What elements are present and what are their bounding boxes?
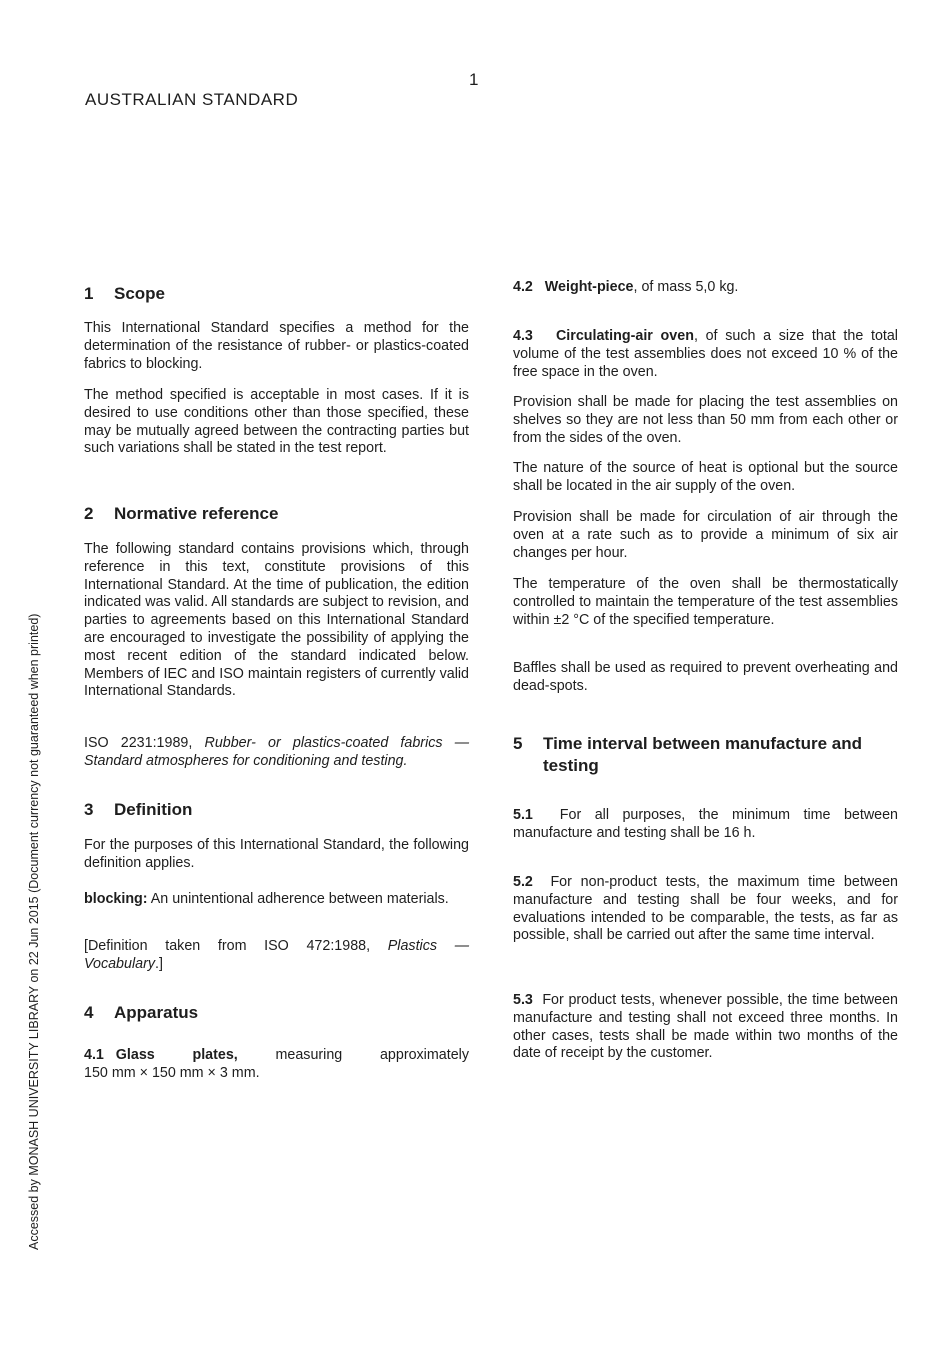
section-4-heading bbox=[84, 1002, 469, 1024]
section-number: 3 bbox=[84, 800, 94, 819]
section-number: 2 bbox=[84, 504, 94, 523]
item-text: For non-product tests, the maximum time between manufacture and testing shall be four weeks, and for evaluations intended to be comparable, the tests, as far as possible, shall be carried out after the same time interval. bbox=[513, 874, 898, 944]
item-number: 5.1 bbox=[513, 807, 533, 823]
item-text: For product tests, whenever possible, the time between manufacture and testing shall not exceed three months. In other cases, tests shall be made within two months of the date of receipt by the customer. bbox=[513, 992, 898, 1062]
item-number: 4.2 bbox=[513, 279, 533, 295]
item-4-1 bbox=[84, 1047, 469, 1083]
item-text: measuring bbox=[275, 1047, 343, 1063]
item-text: , of such a size that the total volume of the test assemblies does not exceed 10 % of the free space in the oven. bbox=[513, 328, 898, 380]
reference-code: ISO 2231:1989, bbox=[84, 735, 193, 751]
item-5-3 bbox=[513, 992, 898, 1063]
source-suffix: .] bbox=[155, 955, 163, 972]
term-definition: An unintentional adherence between materials. bbox=[150, 891, 449, 907]
normative-paragraph: The following standard contains provisions which, through reference in this text, constitute provisions of this International Standard. At the time of publication, the edition indicated was valid. All standards are subject to revision, and parties to agreements based on this International Standard are encouraged to investigate the possibility of applying the most recent edition of the standard indicated below. Members of IEC and ISO maintain registers of currently valid International Standards. bbox=[84, 541, 469, 700]
document-header: AUSTRALIAN STANDARD bbox=[85, 90, 299, 109]
item-term: plates, bbox=[192, 1047, 238, 1063]
item-4-2 bbox=[513, 279, 898, 297]
item-text: For all purposes, the minimum time between manufacture and testing shall be 16 h. bbox=[513, 807, 898, 841]
section-3-heading bbox=[84, 799, 469, 821]
item-4-1-label bbox=[84, 1047, 155, 1065]
reference-title: Rubber- or plastics-coated fabrics — Standard atmospheres for conditioning and testing. bbox=[84, 735, 469, 769]
section-1-heading bbox=[84, 283, 469, 305]
definition-blocking bbox=[84, 891, 469, 909]
oven-circulation-paragraph: Provision shall be made for circulation of air through the oven at a rate such as to provide a minimum of six air changes per hour. bbox=[513, 509, 898, 561]
section-title: Normative reference bbox=[114, 504, 279, 523]
normative-reference bbox=[84, 735, 469, 771]
source-title: Plastics — Vocabulary bbox=[84, 938, 469, 972]
section-2-heading bbox=[84, 503, 469, 525]
item-4-1-line bbox=[84, 1047, 469, 1065]
section-title: Scope bbox=[114, 284, 166, 303]
oven-shelves-paragraph: Provision shall be made for placing the test assemblies on shelves so they are not less than 50 mm from each other or from the sides of the oven. bbox=[513, 394, 898, 446]
access-note: Accessed by MONASH UNIVERSITY LIBRARY on 22 Jun 2015 (Document currency not guaranteed when printed) bbox=[27, 613, 41, 1250]
item-5-2 bbox=[513, 874, 898, 945]
item-term: Weight-piece bbox=[544, 279, 634, 295]
section-number: 1 bbox=[84, 284, 94, 303]
definition-intro: For the purposes of this International Standard, the following definition applies. bbox=[84, 837, 469, 871]
item-number: 4.1 bbox=[84, 1047, 104, 1063]
item-4-3 bbox=[513, 328, 898, 381]
section-title: Time interval between manufacture and testing bbox=[543, 734, 862, 775]
item-text: approximately bbox=[379, 1047, 469, 1063]
scope-paragraph-2: The method specified is acceptable in most cases. If it is desired to use conditions other than those specified, these may be mutually agreed between the contracting parties but such variations shall be stated in the test report. bbox=[84, 387, 469, 457]
item-number: 5.3 bbox=[513, 992, 533, 1008]
section-number: 5 bbox=[513, 734, 523, 753]
item-term: Glass bbox=[115, 1047, 155, 1063]
item-4-1-dimensions: 150 mm × 150 mm × 3 mm. bbox=[84, 1064, 260, 1081]
section-title: Definition bbox=[114, 800, 193, 819]
defined-term: blocking: bbox=[84, 891, 148, 907]
section-title: Apparatus bbox=[114, 1003, 199, 1022]
definition-source bbox=[84, 938, 469, 974]
item-5-1 bbox=[513, 807, 898, 843]
scope-paragraph-1: This International Standard specifies a method for the determination of the resistance of rubber- or plastics-coated fabrics to blocking. bbox=[84, 320, 469, 372]
section-5-heading bbox=[513, 733, 898, 777]
oven-temperature-paragraph: The temperature of the oven shall be thermostatically controlled to maintain the temperature of the test assemblies within ±2 °C of the specified temperature. bbox=[513, 576, 898, 628]
item-number: 4.3 bbox=[513, 328, 533, 344]
item-term: Circulating-air oven bbox=[555, 328, 694, 344]
section-number: 4 bbox=[84, 1003, 94, 1022]
source-prefix: [Definition taken from ISO 472:1988, bbox=[84, 938, 371, 954]
page-number: 1 bbox=[469, 70, 479, 89]
oven-baffles-paragraph: Baffles shall be used as required to prevent overheating and dead-spots. bbox=[513, 660, 898, 694]
item-number: 5.2 bbox=[513, 874, 533, 890]
oven-heat-paragraph: The nature of the source of heat is optional but the source shall be located in the air supply of the oven. bbox=[513, 460, 898, 494]
item-text: , of mass 5,0 kg. bbox=[633, 279, 739, 295]
